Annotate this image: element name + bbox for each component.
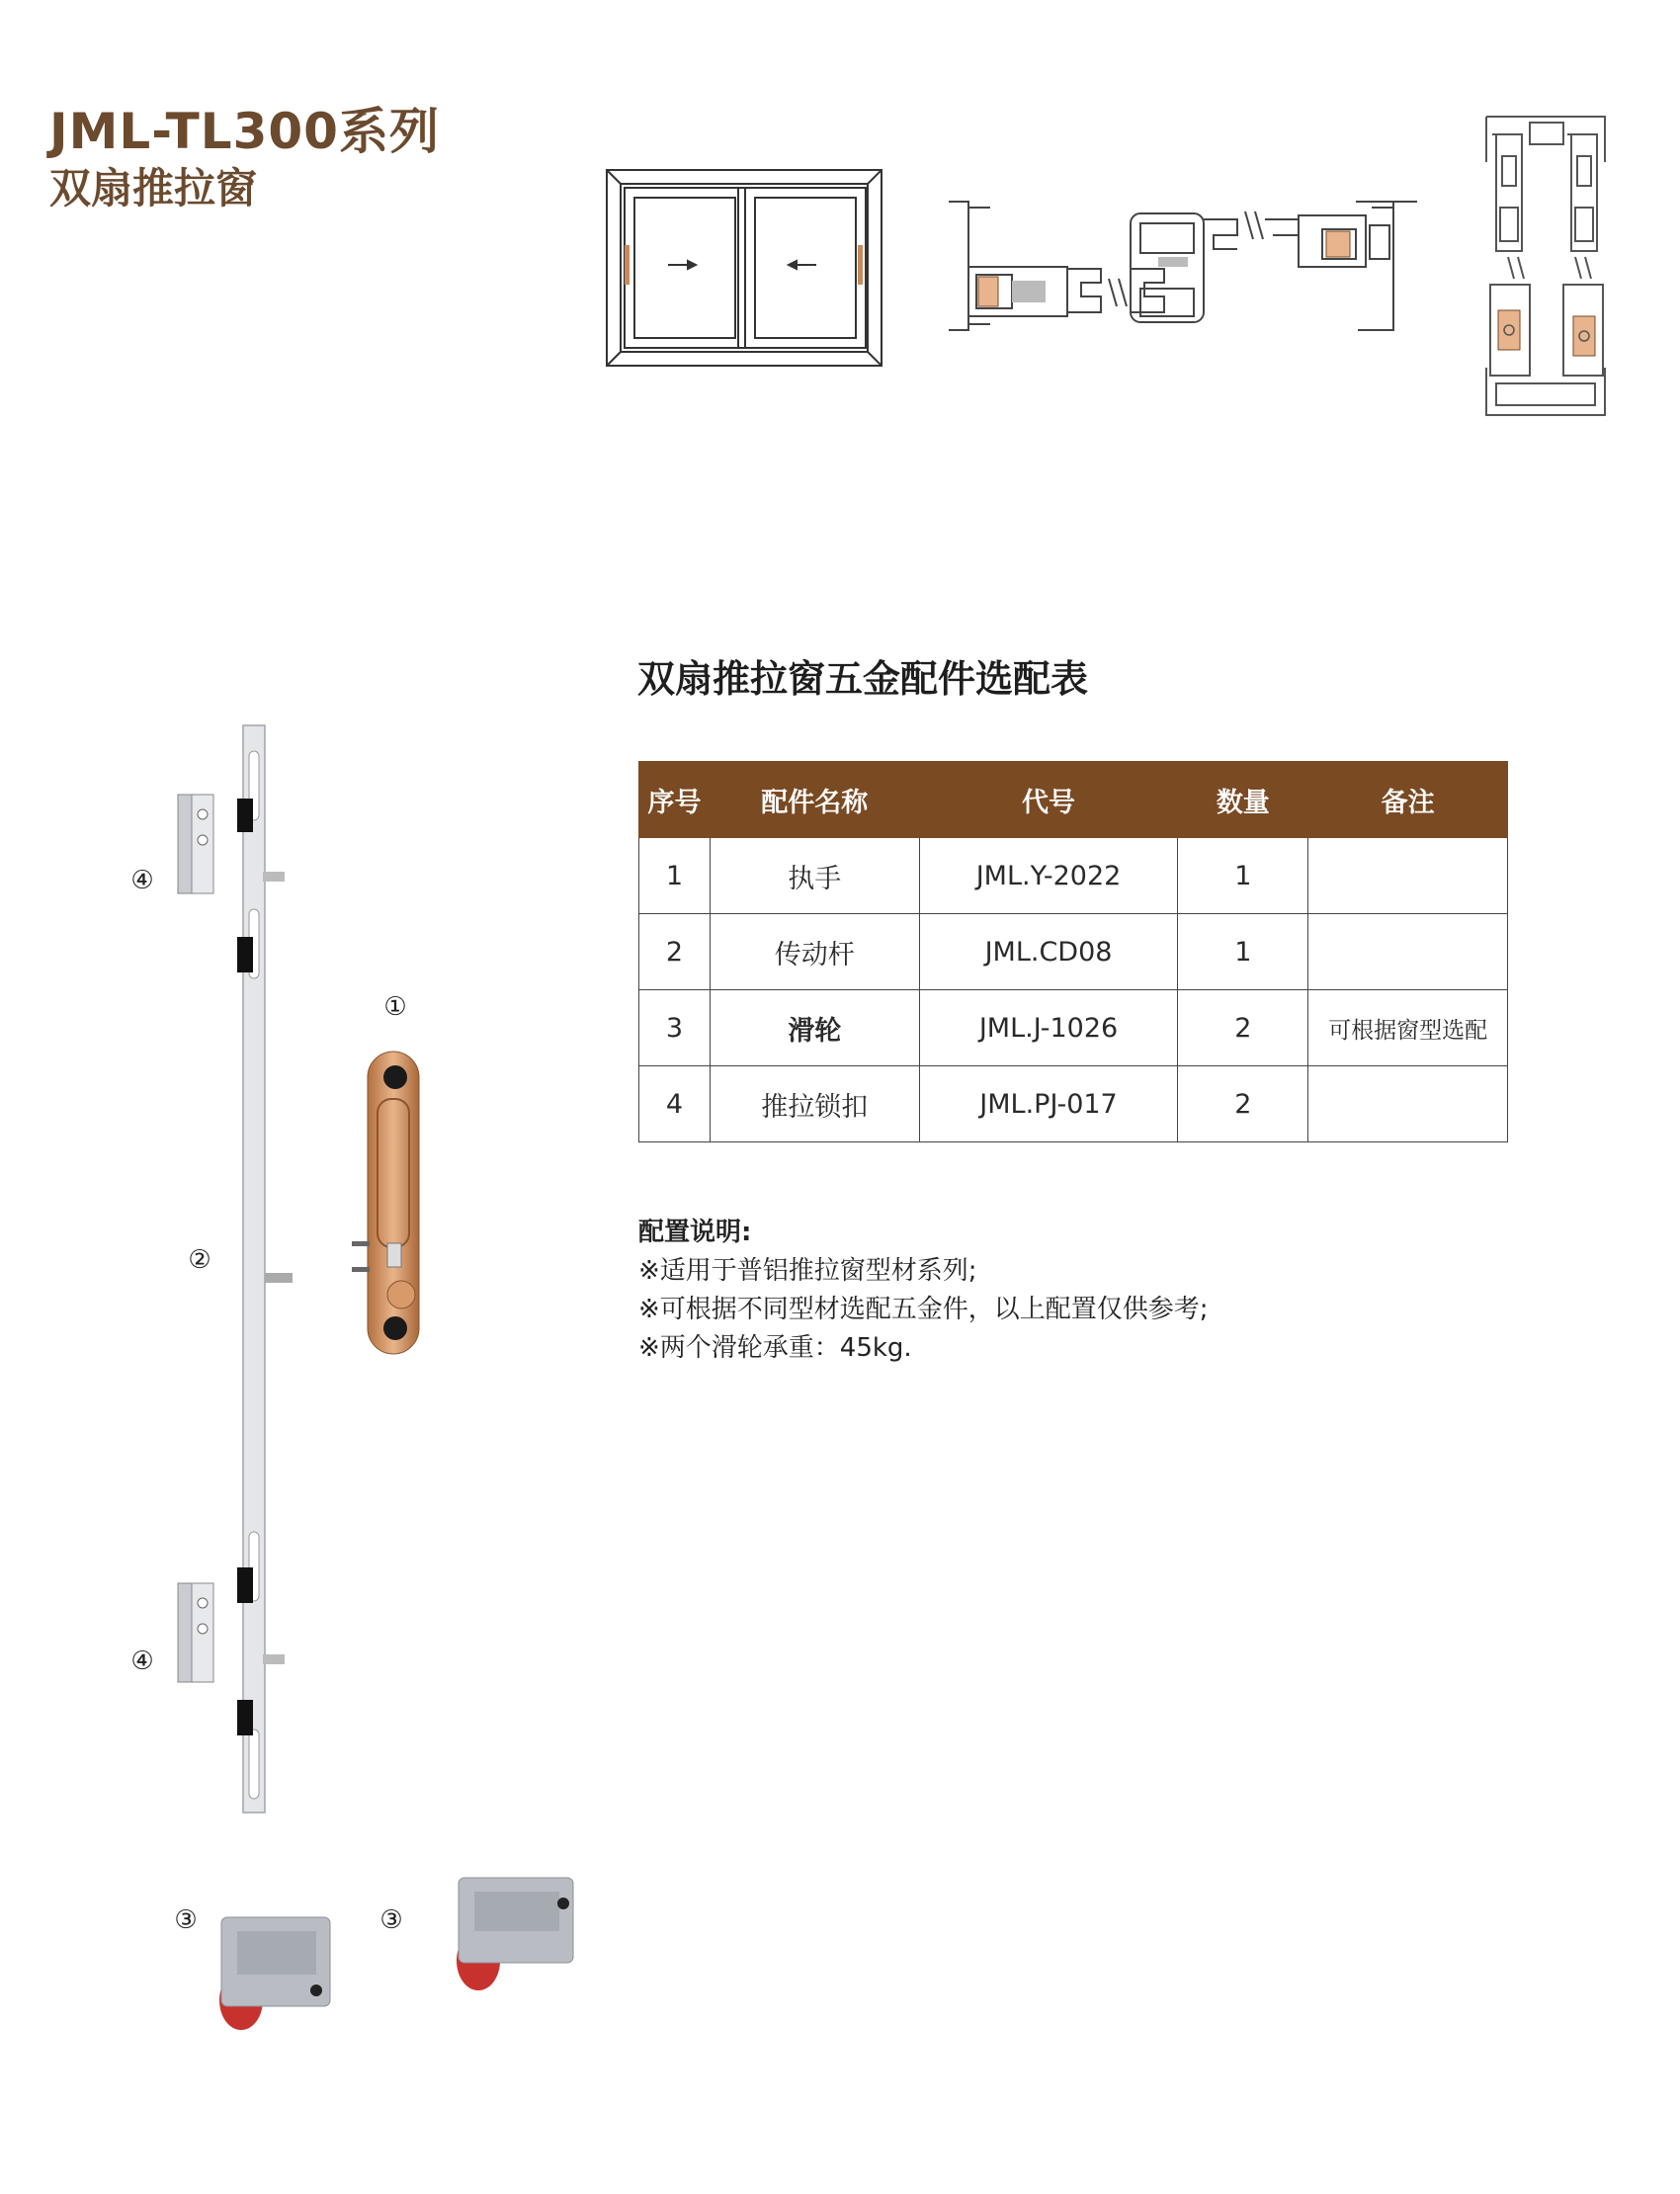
callout-2: ② [188,1245,211,1275]
callout-4-top: ④ [130,866,154,895]
cell-note [1308,1066,1508,1142]
horizontal-section-drawing [947,198,1417,338]
cell-qty: 1 [1178,838,1308,914]
cell-code: JML.Y-2022 [919,838,1178,914]
cell-code: JML.J-1026 [919,990,1178,1066]
header-no: 序号 [639,762,711,838]
cell-note: 可根据窗型选配 [1308,990,1508,1066]
cell-name: 传动杆 [710,914,919,990]
config-notes [638,1214,1209,1368]
cell-no: 3 [639,990,711,1066]
cell-name: 执手 [710,838,919,914]
lock-keeper-bottom-image [176,1581,219,1688]
note-item: ※适用于普铝推拉窗型材系列; [638,1256,977,1286]
series-title: JML-TL300系列 [49,103,440,160]
handle-image [348,1048,437,1362]
product-name: 双扇推拉窗 [49,164,258,212]
cell-no: 1 [639,838,711,914]
fittings-table [638,761,1508,1142]
roller-image-right [449,1858,587,1996]
vertical-section-drawing [1482,113,1609,423]
callout-3-right: ③ [379,1905,403,1935]
fittings-table-title: 双扇推拉窗五金配件选配表 [637,657,1089,701]
window-elevation-drawing [603,166,889,374]
header-note: 备注 [1308,762,1508,838]
table-row [639,990,1508,1066]
cell-qty: 2 [1178,1066,1308,1142]
cell-no: 4 [639,1066,711,1142]
cell-qty: 1 [1178,914,1308,990]
callout-1: ① [383,992,407,1022]
lock-keeper-top-image [176,793,219,899]
note-item: ※两个滑轮承重：45kg. [638,1333,912,1363]
notes-heading: 配置说明: [638,1218,752,1247]
cell-qty: 2 [1178,990,1308,1066]
cell-name: 推拉锁扣 [710,1066,919,1142]
cell-code: JML.CD08 [919,914,1178,990]
cell-note [1308,914,1508,990]
cell-no: 2 [639,914,711,990]
table-row [639,1066,1508,1142]
table-row [639,914,1508,990]
header-qty: 数量 [1178,762,1308,838]
cell-name: 滑轮 [710,990,919,1066]
header-name: 配件名称 [710,762,919,838]
note-item: ※可根据不同型材选配五金件，以上配置仅供参考; [638,1295,1209,1324]
cell-code: JML.PJ-017 [919,1066,1178,1142]
callout-4-bottom: ④ [130,1646,154,1676]
table-header-row [639,762,1508,838]
table-row [639,838,1508,914]
header-code: 代号 [919,762,1178,838]
callout-3-left: ③ [174,1905,198,1935]
roller-image-left [208,1898,346,2036]
cell-note [1308,838,1508,914]
